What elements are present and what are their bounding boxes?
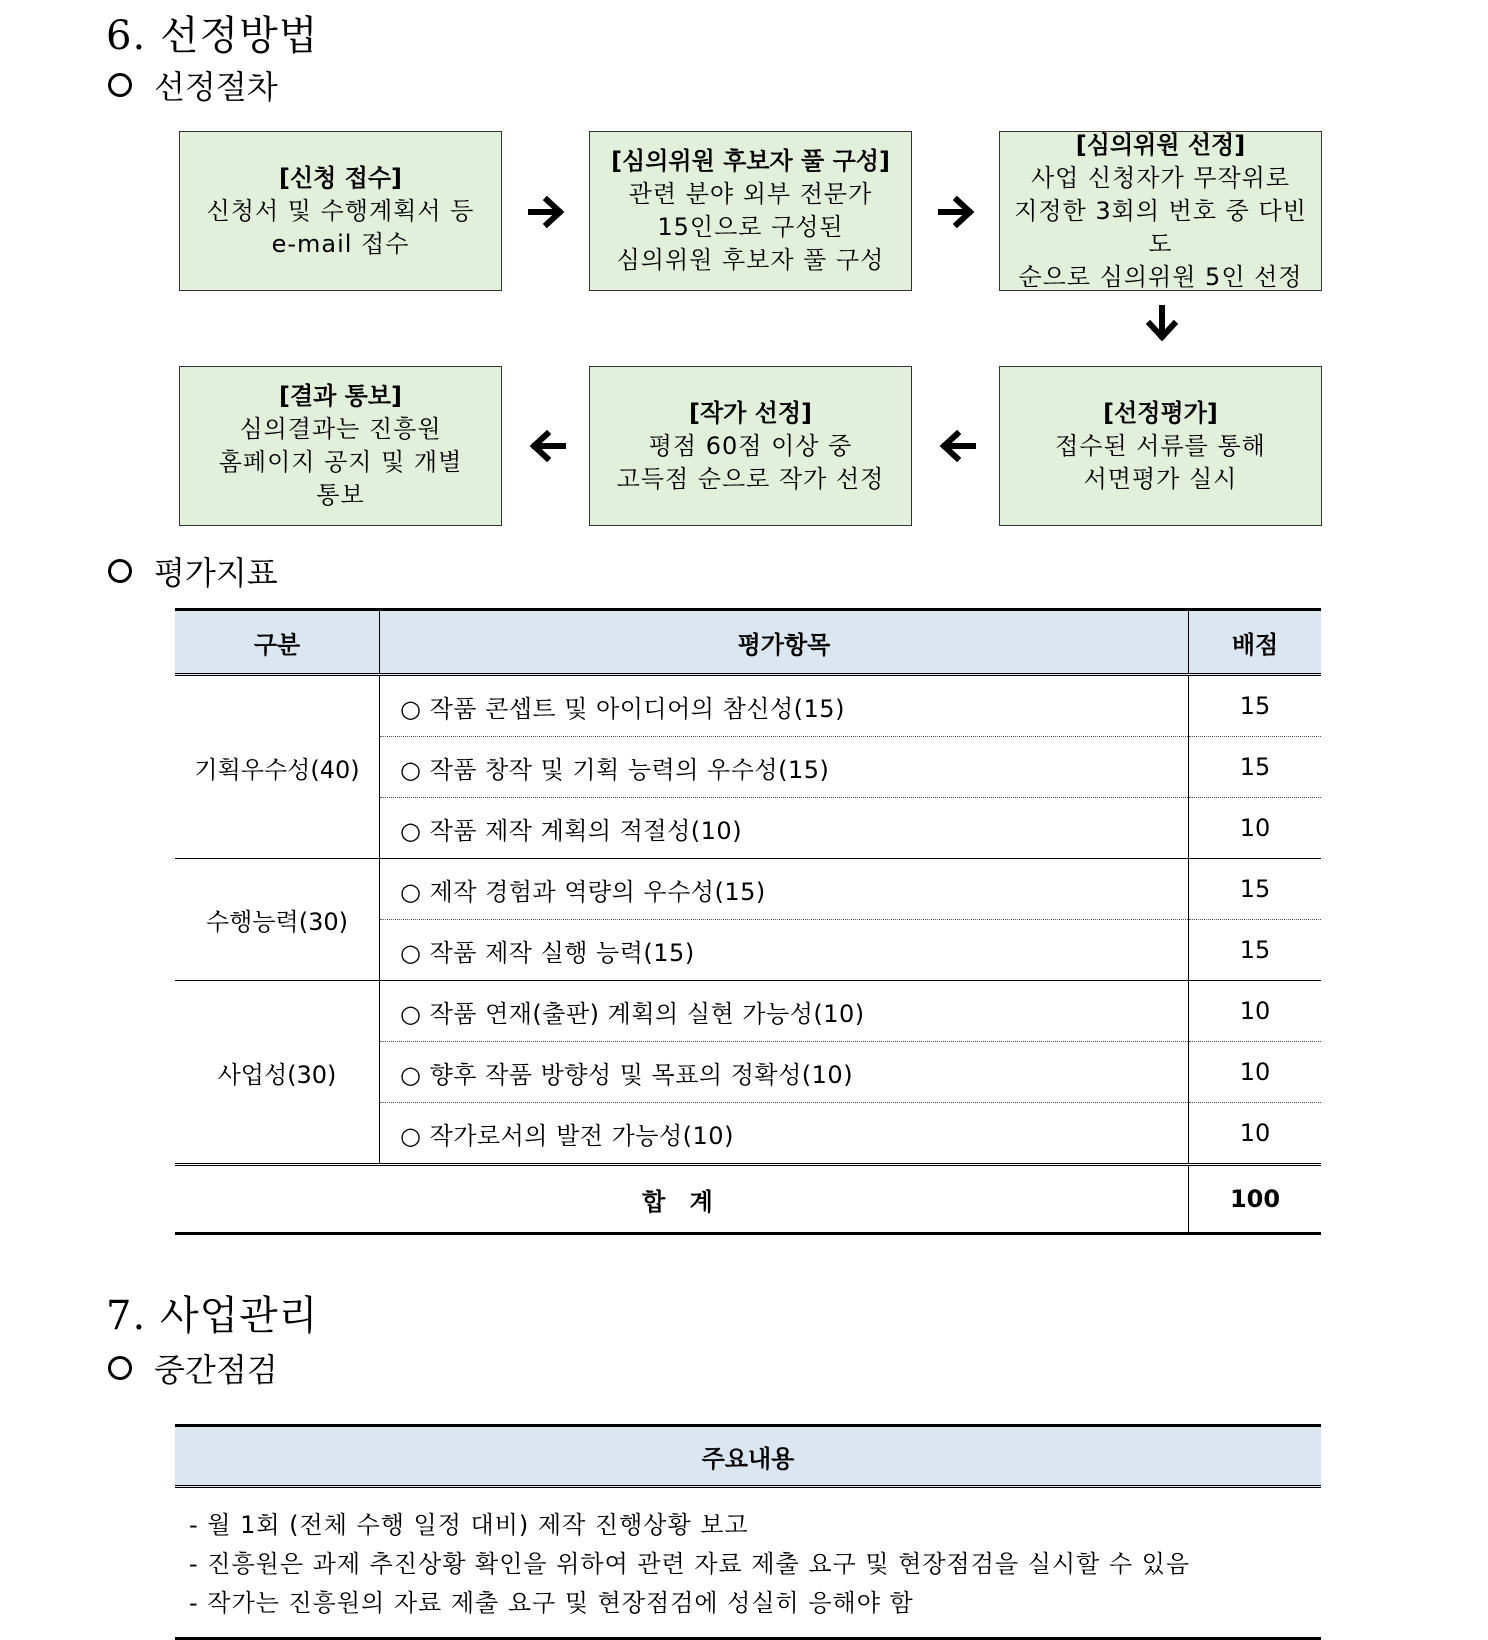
score-cell: 15 [1189, 675, 1322, 737]
list-item: - 진흥원은 과제 추진상황 확인을 위하여 관련 자료 제출 요구 및 현장점검을 실시할 수 있음 [189, 1550, 1191, 1578]
management-heading-text: 중간점검 [154, 1351, 278, 1389]
step-body: 심의결과는 진흥원 홈페이지 공지 및 개별 통보 [218, 415, 463, 509]
item-cell: ○ 제작 경험과 역량의 우수성(15) [380, 859, 1189, 920]
management-table-body [175, 1488, 1321, 1640]
category-cell: 수행능력(30) [175, 859, 380, 981]
arrow-right-icon [527, 192, 567, 232]
management-table [175, 1424, 1321, 1640]
step-body: 접수된 서류를 통해 서면평가 실시 [1055, 431, 1266, 493]
score-cell: 10 [1189, 1103, 1322, 1165]
section-7-heading: 7. 사업관리 [106, 1293, 319, 1339]
item-cell: ○ 작품 제작 실행 능력(15) [380, 920, 1189, 981]
header-item: 평가항목 [380, 610, 1189, 675]
procedure-heading [108, 62, 278, 108]
score-cell: 10 [1189, 798, 1322, 859]
evaluation-heading [108, 548, 278, 594]
section-6-heading: 6. 선정방법 [106, 13, 319, 59]
item-cell: ○ 작품 창작 및 기획 능력의 우수성(15) [380, 737, 1189, 798]
list-item: - 월 1회 (전체 수행 일정 대비) 제작 진행상황 보고 [189, 1511, 749, 1539]
step-author-selection [589, 366, 912, 526]
management-table-header: 주요내용 [175, 1424, 1321, 1488]
step-title: [결과 통보] [278, 382, 403, 410]
table-row [175, 675, 1321, 737]
step-body: 관련 분야 외부 전문가 15인으로 구성된 심의위원 후보자 풀 구성 [616, 180, 885, 274]
step-body: 사업 신청자가 무작위로 지정한 3회의 번호 중 다빈도 순으로 심의위원 5인 선정 [1014, 163, 1307, 291]
arrow-left-icon [937, 426, 977, 466]
table-row [175, 981, 1321, 1042]
circle-bullet-icon [108, 1356, 132, 1380]
score-cell: 10 [1189, 981, 1322, 1042]
step-committee-selection [999, 131, 1322, 291]
step-result-notice [179, 366, 502, 526]
step-title: [신청 접수] [278, 163, 403, 192]
total-row [175, 1165, 1321, 1234]
step-title: [작가 선정] [688, 398, 813, 427]
score-cell: 15 [1189, 920, 1322, 981]
step-title: [심의위원 후보자 풀 구성] [611, 147, 890, 175]
step-candidate-pool [589, 131, 912, 291]
step-body: 평점 60점 이상 중 고득점 순으로 작가 선정 [616, 431, 885, 493]
procedure-heading-text: 선정절차 [154, 68, 278, 106]
score-cell: 15 [1189, 737, 1322, 798]
score-cell: 10 [1189, 1042, 1322, 1103]
total-score: 100 [1189, 1165, 1322, 1234]
management-heading [108, 1345, 278, 1391]
step-application [179, 131, 502, 291]
arrow-down-icon [1142, 304, 1182, 344]
step-body: 신청서 및 수행계획서 등 e-mail 접수 [206, 196, 475, 258]
header-category: 구분 [175, 610, 380, 675]
step-title: [선정평가] [1103, 398, 1218, 427]
score-cell: 15 [1189, 859, 1322, 920]
arrow-left-icon [527, 426, 567, 466]
step-evaluation [999, 366, 1322, 526]
item-cell: ○ 작가로서의 발전 가능성(10) [380, 1103, 1189, 1165]
circle-bullet-icon [108, 559, 132, 583]
evaluation-heading-text: 평가지표 [154, 554, 278, 592]
item-cell: ○ 작품 연재(출판) 계획의 실현 가능성(10) [380, 981, 1189, 1042]
circle-bullet-icon [108, 73, 132, 97]
total-label: 합 계 [175, 1165, 1189, 1234]
category-cell: 기획우수성(40) [175, 675, 380, 859]
table-header-row [175, 610, 1321, 675]
item-cell: ○ 작품 콘셉트 및 아이디어의 참신성(15) [380, 675, 1189, 737]
list-item: - 작가는 진흥원의 자료 제출 요구 및 현장점검에 성실히 응해야 함 [189, 1589, 914, 1617]
step-title: [심의위원 선정] [1075, 130, 1246, 159]
arrow-right-icon [937, 192, 977, 232]
header-score: 배점 [1189, 610, 1322, 675]
category-cell: 사업성(30) [175, 981, 380, 1165]
item-cell: ○ 작품 제작 계획의 적절성(10) [380, 798, 1189, 859]
item-cell: ○ 향후 작품 방향성 및 목표의 정확성(10) [380, 1042, 1189, 1103]
table-row [175, 859, 1321, 920]
evaluation-table [175, 608, 1321, 1235]
